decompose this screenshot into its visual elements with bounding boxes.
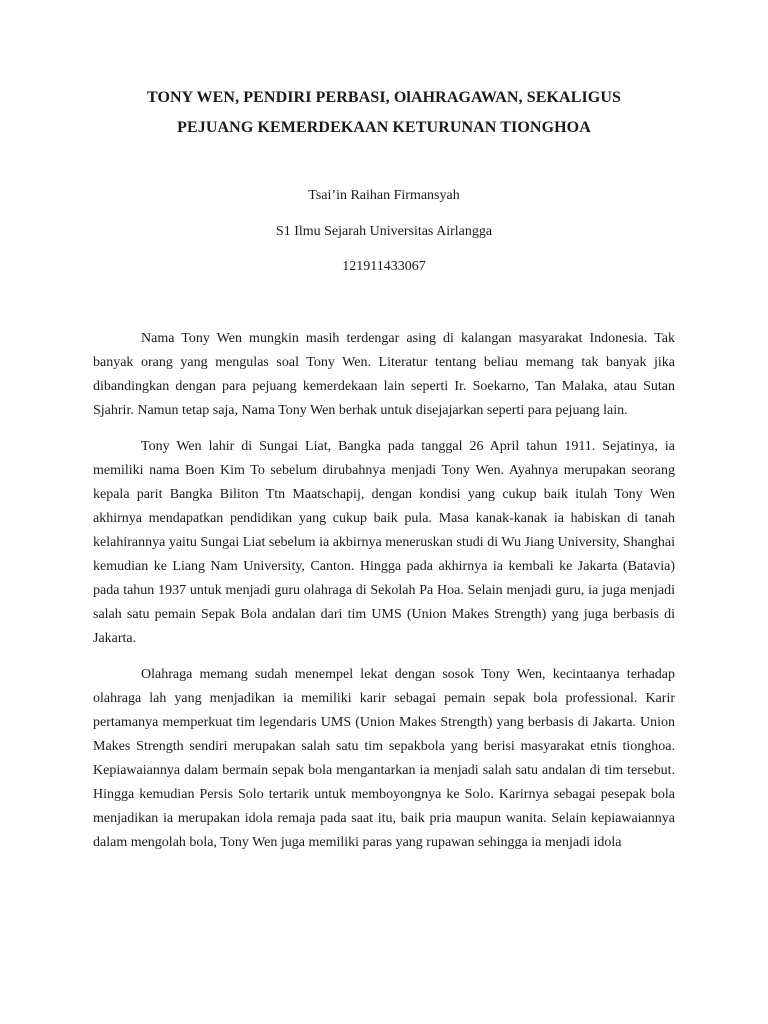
- document-title: [92, 83, 676, 143]
- author-name: Tsai’in Raihan Firmansyah: [308, 188, 460, 203]
- student-id: 121911433067: [342, 259, 426, 274]
- paragraph-3: Olahraga memang sudah menempel lekat dengan sosok Tony Wen, kecintaanya terhadap olahraga lah yang menjadikan ia memiliki karir sebagai pemain sepak bola professional. Karir pertamanya memperkuat tim legendaris UMS (Union Makes Strength) yang berbasis di Jakarta. Union Makes Strength sendiri merupakan salah satu tim sepakbola yang berisi masyarakat etnis tionghoa. Kepiawaiannya dalam bermain sepak bola mengantarkan ia menjadi salah satu andalan di tim tersebut. Hingga kemudian Persis Solo tertarik untuk memboyongnya ke Solo. Karirnya sebagai pesepak bola menjadikan ia merupakan idola remaja pada saat itu, baik pria maupun wanita. Selain kepiawaiannya dalam mengolah bola, Tony Wen juga memiliki paras yang rupawan sehingga ia menjadi idola: [93, 667, 675, 850]
- title-line-2: PEJUANG KEMERDEKAAN KETURUNAN TIONGHOA: [177, 119, 591, 136]
- paragraph-2: Tony Wen lahir di Sungai Liat, Bangka pada tanggal 26 April tahun 1911. Sejatinya, ia memiliki nama Boen Kim To sebelum dirubahnya menjadi Tony Wen. Ayahnya merupakan seorang kepala parit Bangka Biliton Ttn Maatschapij, dengan kondisi yang cukup baik itulah Tony Wen akhirnya mendapatkan pendidikan yang cukup baik pula. Masa kanak-kanak ia habiskan di tanah kelahirannya yaitu Sungai Liat sebelum ia akbirnya meneruskan studi di Wu Jiang University, Shanghai kemudian ke Liang Nam University, Canton. Hingga pada akhirnya ia kembali ke Jakarta (Batavia) pada tahun 1937 untuk menjadi guru olahraga di Sekolah Pa Hoa. Selain menjadi guru, ia juga menjadi salah satu pemain Sepak Bola andalan dari tim UMS (Union Makes Strength) yang juga berbasis di Jakarta.: [93, 439, 675, 646]
- author-affiliation: S1 Ilmu Sejarah Universitas Airlangga: [275, 224, 493, 239]
- document-body: [93, 327, 675, 867]
- paragraph-1: Nama Tony Wen mungkin masih terdengar asing di kalangan masyarakat Indonesia. Tak banyak orang yang mengulas soal Tony Wen. Literatur tentang beliau memang tak banyak jika dibandingkan dengan para pejuang kemerdekaan lain seperti Ir. Soekarno, Tan Malaka, atau Sutan Sjahrir. Namun tetap saja, Nama Tony Wen berhak untuk disejajarkan seperti para pejuang lain.: [93, 331, 675, 418]
- title-line-1: TONY WEN, PENDIRI PERBASI, OlAHRAGAWAN, SEKALIGUS: [146, 89, 622, 106]
